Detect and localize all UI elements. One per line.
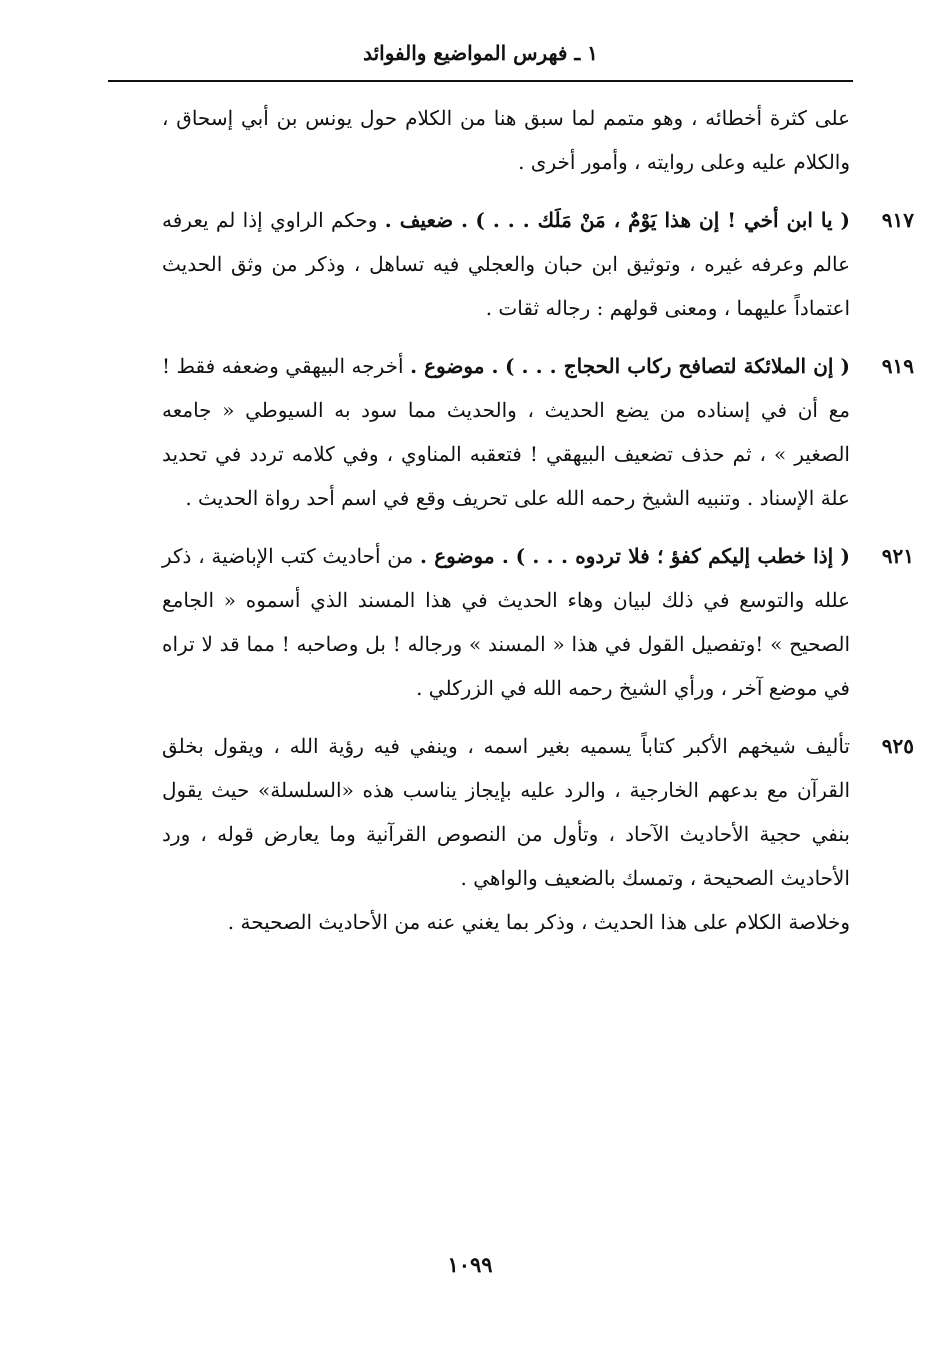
index-entry: [162, 724, 914, 944]
entry-body-continued: وخلاصة الكلام على هذا الحديث ، وذكر بما يغني عنه من الأحاديث الصحيحة .: [227, 910, 850, 934]
entry-body: وحكم الراوي إذا لم يعرفه عالم وعرفه غيره ، وتوثيق ابن حبان والعجلي فيه تساهل ، وذكر من وثق الحديث اعتماداً عليهما ، ومعنى قولهم : رجاله ثقات .: [162, 208, 850, 320]
entry-text: [162, 534, 850, 710]
entry-number: ٩١٩: [881, 354, 914, 378]
entry-number: ٩٢١: [881, 544, 914, 568]
entry-body: تأليف شيخهم الأكبر كتاباً يسميه بغير اسمه ، وينفي فيه رؤية الله ، ويقول بخلق القرآن مع بدعهم الخارجية ، والرد عليه بإيجاز يناسب هذه «السلسلة» حيث يقول بنفي حجية الأحاديث الآحاد ، وتأول من النصوص القرآنية وما يعارض قوله ، ورد الأحاديث الصحيحة ، وتمسك بالضعيف والواهي .: [162, 734, 850, 890]
intro-paragraph: على كثرة أخطائه ، وهو متمم لما سبق هنا من الكلام حول يونس بن أبي إسحاق ، والكلام عليه وعلى روايته ، وأمور أخرى .: [162, 106, 850, 174]
index-content: [162, 96, 914, 944]
index-entry: [162, 534, 914, 710]
hadith-grade: . ضعيف .: [384, 208, 469, 232]
hadith-quote: ( إن الملائكة لتصافح ركاب الحجاج . . . ): [504, 354, 851, 378]
entry-body: أخرجه البيهقي وضعفه فقط ! مع أن في إسناده من يضع الحديث ، والحديث مما سود به السيوطي « جامعه الصغير » ، ثم حذف تضعيف البيهقي ! فتعقبه المناوي ، وفي كلامه تردد في تحديد علة الإسناد . وتنبيه الشيخ رحمه الله على تحريف وقع في اسم أحد رواة الحديث .: [162, 354, 850, 510]
running-head-title: ١ ـ فهرس المواضيع والفوائد: [363, 41, 598, 65]
entry-text: [162, 198, 850, 330]
entry-body: من أحاديث كتب الإباضية ، ذكر علله والتوسع في ذلك لبيان وهاء الحديث في هذا المسند الذي أسموه « الجامع الصحيح » !وتفصيل القول في هذا « المسند » ورجاله ! بل وصاحبه ! مما قد لا تراه في موضع آخر ، ورأي الشيخ رحمه الله في الزركلي .: [162, 544, 850, 700]
entry-number: ٩١٧: [881, 208, 914, 232]
hadith-grade: . موضوع .: [419, 544, 509, 568]
hadith-grade: . موضوع .: [410, 354, 499, 378]
entry-number: ٩٢٥: [881, 734, 914, 758]
index-entry: [162, 344, 914, 520]
entry-text: [162, 724, 850, 900]
entry-text: [162, 344, 850, 520]
hadith-quote: ( يا ابن أخي ! إن هذا يَوْمٌ ، مَنْ مَلَك . . . ): [475, 208, 850, 232]
header-rule: [108, 80, 853, 82]
page-number: ١٠٩٩: [447, 1252, 493, 1277]
hadith-quote: ( إذا خطب إليكم كفؤ ؛ فلا تردوه . . . ): [515, 544, 851, 568]
index-entry: [162, 198, 914, 330]
